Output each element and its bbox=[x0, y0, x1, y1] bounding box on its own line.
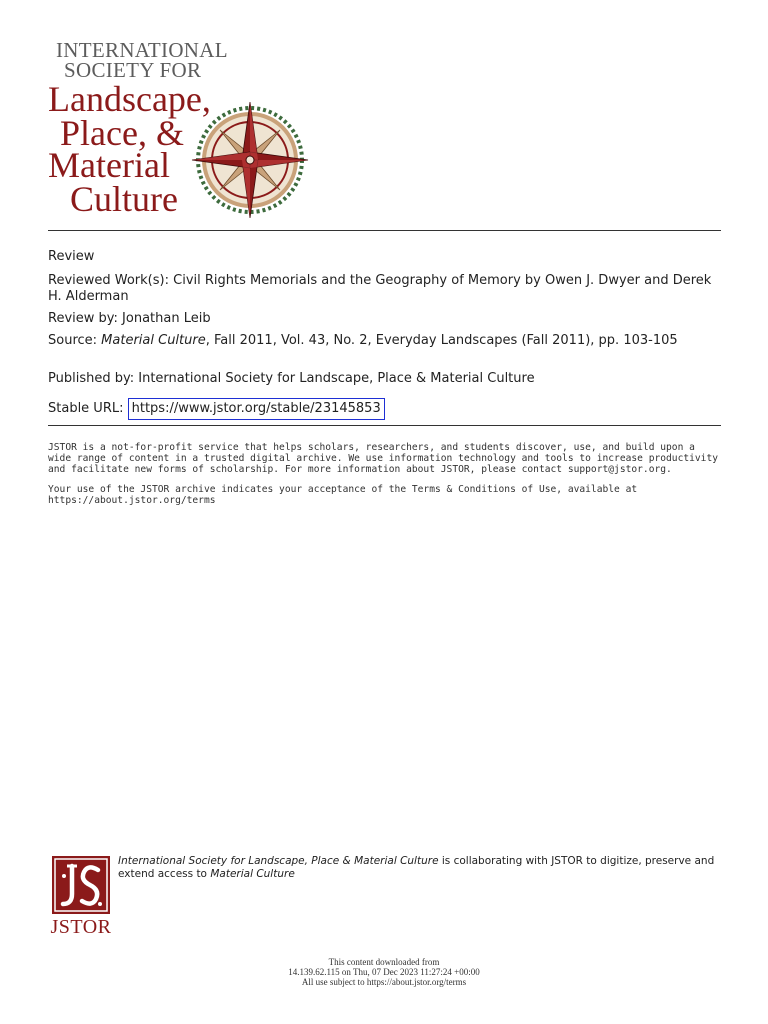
logo-line-society-for: SOCIETY FOR bbox=[64, 58, 202, 82]
middle-divider bbox=[48, 425, 721, 426]
terms-notice: Your use of the JSTOR archive indicates your acceptance of the Terms & Conditions of Use, available at https://about.jstor.org/terms bbox=[48, 484, 638, 506]
source-details: , Fall 2011, Vol. 43, No. 2, Everyday Landscapes (Fall 2011), pp. 103-105 bbox=[205, 333, 678, 348]
review-by-label: Review by: bbox=[48, 311, 118, 326]
item-type: Review bbox=[48, 249, 95, 264]
download-info bbox=[0, 957, 768, 987]
source bbox=[48, 333, 721, 349]
collab-text: is collaborating with JSTOR to digitize, preserve and extend access to bbox=[118, 855, 715, 880]
jstor-logo bbox=[48, 856, 114, 936]
logo-line-place: Place, & bbox=[60, 113, 184, 153]
logo-line-international: INTERNATIONAL bbox=[56, 38, 228, 62]
source-label: Source: bbox=[48, 333, 98, 348]
reviewed-works-label: Reviewed Work(s): bbox=[48, 273, 169, 288]
download-line-2: 14.139.62.115 on Thu, 07 Dec 2023 11:27:24 +00:00 bbox=[288, 967, 480, 977]
published-by-label: Published by: bbox=[48, 371, 135, 386]
jstor-wordmark: JSTOR bbox=[50, 916, 112, 938]
reviewer-name: Jonathan Leib bbox=[122, 311, 211, 326]
stable-url-link[interactable]: https://www.jstor.org/stable/23145853 bbox=[128, 398, 385, 420]
collaboration-statement bbox=[118, 855, 718, 881]
stable-url-label: Stable URL: bbox=[48, 401, 124, 416]
stable-url bbox=[48, 398, 721, 420]
jstor-about-notice: JSTOR is a not-for-profit service that helps scholars, researchers, and students discover, use, and build upon a wide range of content in a trusted digital archive. We use information technology and tools to increase productivity and facilitate new forms of scholarship. For more information about JSTOR, please contact support@jstor.org. bbox=[48, 442, 719, 475]
jstor-js-mark-icon bbox=[52, 856, 110, 914]
reviewed-works-title: Civil Rights Memorials and the Geography of Memory by Owen J. Dwyer and Derek H. Alderman bbox=[48, 273, 712, 304]
collab-journal: Material Culture bbox=[210, 868, 295, 880]
logo-line-material: Material bbox=[48, 145, 170, 185]
download-line-1: This content downloaded from bbox=[328, 957, 440, 967]
reviewed-works bbox=[48, 273, 721, 305]
logo-line-landscape: Landscape, bbox=[48, 79, 211, 119]
review-by bbox=[48, 311, 721, 327]
source-journal: Material Culture bbox=[101, 333, 206, 348]
society-logo bbox=[48, 38, 318, 219]
top-divider bbox=[48, 230, 721, 231]
collab-org: International Society for Landscape, Place & Material Culture bbox=[118, 855, 439, 867]
compass-rose-icon bbox=[190, 100, 310, 220]
published-by bbox=[48, 371, 721, 387]
logo-line-culture: Culture bbox=[70, 179, 178, 219]
publisher-name: International Society for Landscape, Place & Material Culture bbox=[138, 371, 535, 386]
download-line-3: All use subject to https://about.jstor.org/terms bbox=[301, 977, 467, 987]
